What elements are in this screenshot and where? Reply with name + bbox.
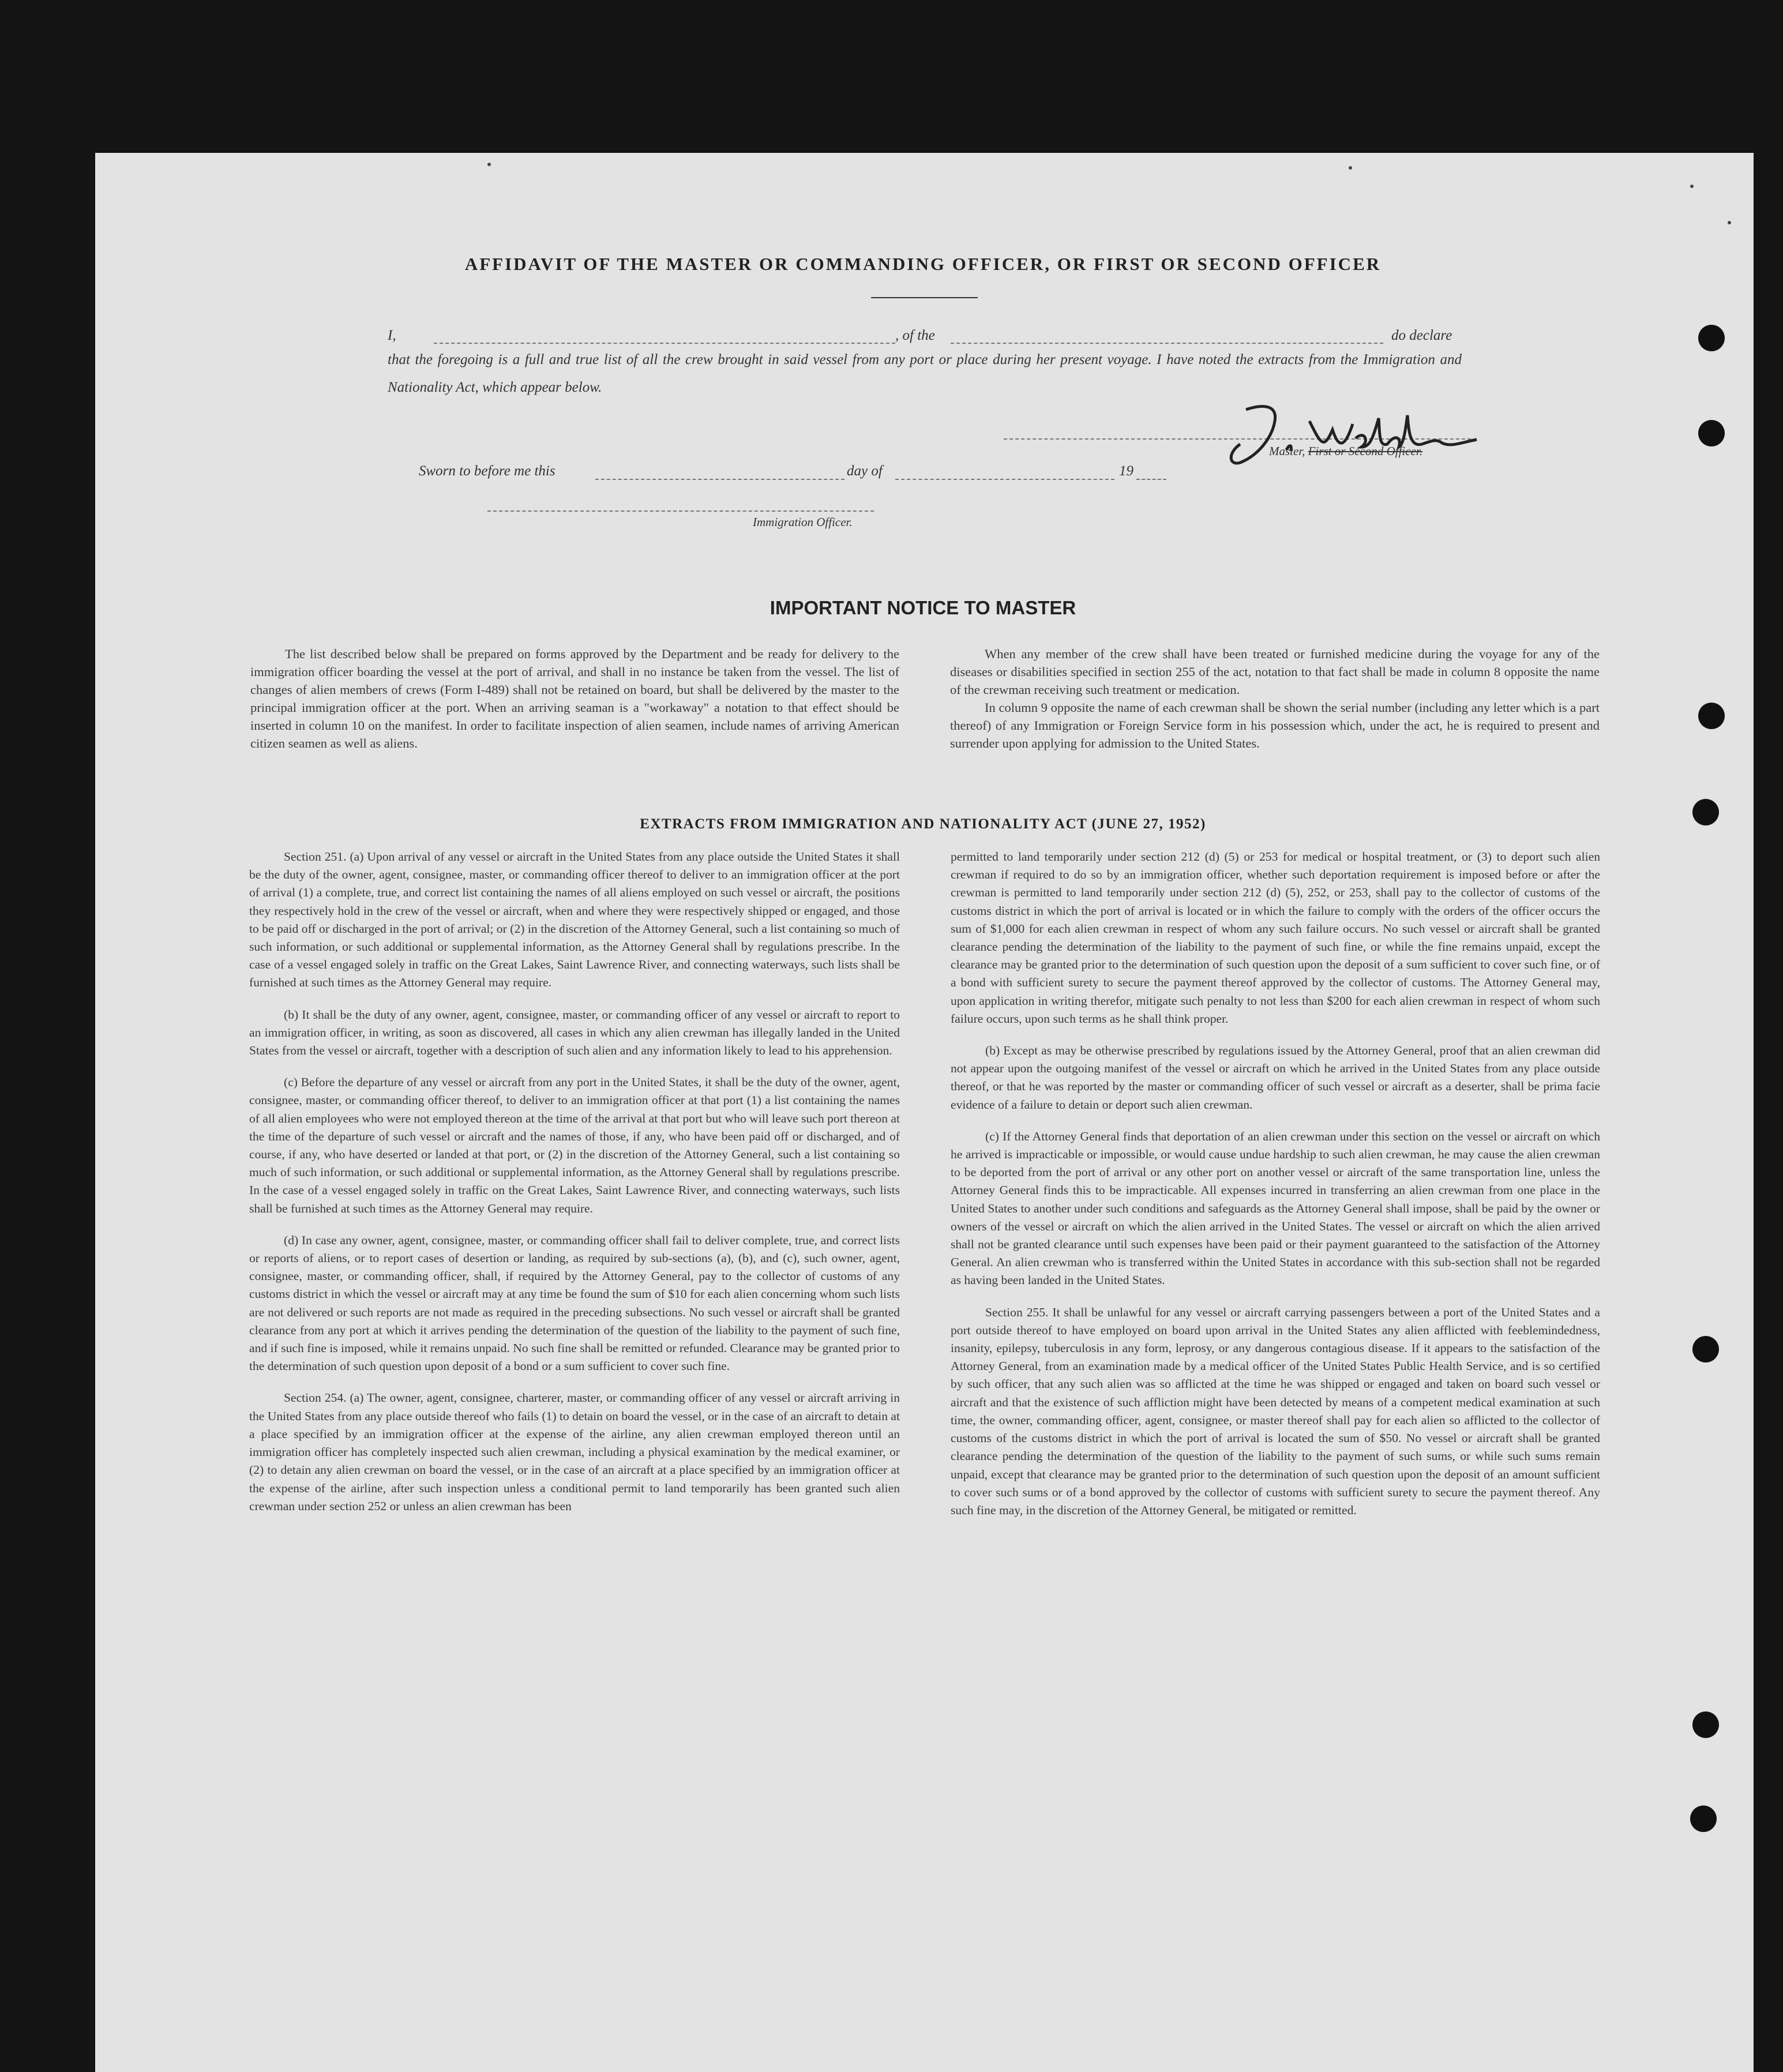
notice-left-text: The list described below shall be prepared on forms approved by the Department and be ready for delivery to the immigration officer boarding the vessel at the port of arrival, and shall in no instance be taken from the vessel. The list of changes of alien members of crews (Form I-489) shall not be retained on board, but shall be delivered by the master to the principal immigration officer at the port. When an arriving seaman is a "workaway" a notation to that effect should be inserted in column 10 on the manifest. In order to facilitate inspection of alien seamen, include names of arriving American citizen seamen as well as aliens. (250, 647, 899, 750)
section-254-b: (b) Except as may be otherwise prescribed by regulations issued by the Attorney General, proof that an alien crewman did not appear upon the outgoing manifest of the vessel or aircraft on which he arrived in the United States from any place outside thereof, or that he was reported by the master or commanding officer of such vessel or aircraft as a deserter, shall be prima facie evidence of a failure to detain or deport such alien crewman. (951, 1043, 1600, 1112)
speck (1728, 221, 1731, 224)
notice-right-p2: In column 9 opposite the name of each crewman shall be shown the serial number (including any letter which is a part thereof) of any Immigration or Foreign Service form in his possession which, under the act, he is required to present and surrender upon applying for admission to the United States. (950, 700, 1600, 750)
do-declare-label: do declare (1391, 328, 1452, 343)
affidavit-title: AFFIDAVIT OF THE MASTER OR COMMANDING OFFICER, OR FIRST OR SECOND OFFICER (464, 254, 1382, 274)
signature-title-master: Master, (1269, 444, 1305, 458)
binder-hole (1692, 799, 1719, 825)
officer-signature-line (487, 511, 874, 512)
signature (1223, 398, 1488, 473)
binder-hole (1692, 1711, 1719, 1738)
notice-title: IMPORTANT NOTICE TO MASTER (769, 597, 1076, 618)
i-label: I, (388, 328, 396, 343)
day-blank-line (595, 479, 844, 480)
section-254-c: (c) If the Attorney General finds that deportation of an alien crewman under this section on the vessel or aircraft on which he arrived is impracticable or impossible, or would cause undue hardship to such alien crewman, he may cause the alien crewman to be deported from the port of arrival or any other port on another vessel or aircraft of the same transportation line, unless the Attorney General finds this to be impracticable. All expenses incurred in transferring an alien crewman from one place in the United States to another under such conditions and safeguards as the Attorney General shall impose, shall be paid by the owner or owners of the vessel or aircraft on which the alien arrived in the United States. The vessel or aircraft on which the alien arrived shall not be granted clearance until such expenses have been paid or their payment guaranteed to the satisfaction of the Attorney General. An alien crewman who is transferred within the United States in accordance with this sub-section shall not be regarded as having been landed in the United States. (951, 1129, 1600, 1288)
notice-right-p1: When any member of the crew shall have been treated or furnished medicine during the voyage for any of the diseases or disabilities specified in section 255 of the act, notation to that fact shall be made in column 8 opposite the name of the crewman receiving such treatment or medication. (950, 647, 1600, 697)
section-254-a-cont: permitted to land temporarily under section 212 (d) (5) or 253 for medical or hospital treatment, or (3) to deport such alien crewman if required to do so by an immigration officer, whether such deportation requirement is imposed before or after the crewman is permitted to land temporarily under section 212 (d) (5), 252, or 253, shall pay to the collector of customs of the customs district in which the port of arrival is located or in which the failure to comply with the orders of the officer occurs the sum of $1,000 for each alien crewman in respect of whom any such failure occurs. No such vessel or aircraft shall be granted clearance pending the determination of the liability to the payment of such fine, or while the fine remains unpaid, except the clearance may be granted prior to the determination of such question upon the deposit of a sum sufficient to cover such fine, or of a bond with sufficient surety to secure the payment thereof approved by the collector of customs. The Attorney General may, upon application in writing therefor, mitigate such penalty to not less than $200 for each alien crewman in respect of whom such failure occurs, upon such terms as he shall think proper. (951, 850, 1600, 1026)
notice-right-column (950, 645, 1600, 752)
speck (1349, 166, 1352, 170)
speck (487, 163, 491, 166)
sworn-label: Sworn to before me this (419, 463, 555, 479)
name-blank-line (434, 343, 895, 344)
binder-hole (1698, 420, 1725, 446)
day-of-label: day of (847, 463, 883, 479)
year-label: 19 (1119, 463, 1133, 479)
year-blank-line (1136, 479, 1166, 480)
title-underline (871, 297, 978, 298)
section-254-a: Section 254. (a) The owner, agent, consignee, charterer, master, or commanding officer of any vessel or aircraft arriving in the United States from any place outside thereof who fails (1) to detain on board the vessel, or in the case of an aircraft to detain at a place specified by an immigration officer at the expense of the airline, any alien crewman employed thereon until an immigration officer has completely inspected such alien crewman, including a physical examination by the medical examiner, or (2) to detain any alien crewman on board the vessel, or in the case of an aircraft at a place specified by an immigration officer at the expense of the airline, after such inspection unless a conditional permit to land temporarily has been granted such alien crewman under section 252 or unless an alien crewman has been (249, 1391, 900, 1513)
binder-hole (1692, 1336, 1719, 1362)
section-251-d: (d) In case any owner, agent, consignee, master, or commanding officer shall fail to deliver complete, true, and correct lists or reports of aliens, or to report cases of desertion or landing, as required by sub-sections (a), (b), and (c), such owner, agent, consignee, master, or commanding officer, shall, if required by the Attorney General, pay to the collector of customs of any customs district in which the vessel or aircraft may at any time be found the sum of $10 for each alien concerning whom such lists are not delivered or such reports are not made as required in the preceding subsections. No such vessel or aircraft shall be granted clearance from any port at which it arrives pending the determination of the question of the liability to the payment of such fine, and if such fine is imposed, while it remains unpaid. No such fine shall be remitted or refunded. Clearance may be granted prior to the determination of such question upon deposit of a bond or a sum sufficient to cover such fine. (249, 1233, 900, 1373)
extracts-left-column (249, 848, 900, 1529)
speck (1690, 185, 1694, 188)
month-blank-line (895, 479, 1114, 480)
notice-left-column (250, 645, 899, 752)
section-255: Section 255. It shall be unlawful for any vessel or aircraft carrying passengers between a port of the United States and a port outside thereof to have employed on board upon arrival in the United States any alien afflicted with feeblemindedness, insanity, epilepsy, tuberculosis in any form, leprosy, or any dangerous contagious disease. If it appears to the satisfaction of the Attorney General, from an examination made by a medical officer of the United States Public Health Service, and is so certified by such officer, that any such alien was so afflicted at the time he was shipped or engaged and taken on board such vessel or aircraft and that the existence of such affliction might have been detected by means of a competent medical examination at such time, the owner, commanding officer, agent, consignee, or master thereof shall pay for each alien so afflicted to the collector of customs of the customs district in which the port of arrival is located the sum of $50. No vessel or aircraft shall be granted clearance pending the determination of the question of the liability to the payment of such sums, or while such sums remain unpaid, except that clearance may be granted prior to the determination of such question upon the deposit of an amount sufficient to cover such sums or of a bond approved by the collector of customs with sufficient surety to secure the payment thereof. Any such fine may, in the discretion of the Attorney General, be mitigated or remitted. (951, 1305, 1600, 1517)
binder-hole (1698, 703, 1725, 729)
section-251-a: Section 251. (a) Upon arrival of any vessel or aircraft in the United States from any place outside the United States it shall be the duty of the owner, agent, consignee, master, or commanding officer thereof to deliver to an immigration officer at the port of arrival (1) a complete, true, and correct list containing the names of all aliens employed on such vessel or aircraft, the positions they respectively hold in the crew of the vessel or aircraft, when and where they were respectively shipped or engaged, and those to be paid off or discharged in the port of arrival; or (2) in the discretion of the Attorney General, such a list containing so much of such information, or such additional or supplemental information, as the Attorney General shall by regulations prescribe. In the case of a vessel engaged solely in traffic on the Great Lakes, Saint Lawrence River, and connecting waterways, such lists shall be furnished at such times as the Attorney General may require. (249, 850, 900, 990)
extracts-right-column (951, 848, 1600, 1533)
signature-title-struck: First or Second Officer. (1308, 444, 1422, 458)
binder-hole (1698, 325, 1725, 351)
binder-hole (1690, 1806, 1717, 1832)
immigration-officer-label: Immigration Officer. (753, 515, 853, 529)
signature-title (1269, 444, 1422, 459)
declaration-text: that the foregoing is a full and true list of all the crew brought in said vessel from any port or place during her present voyage. I have noted the extracts from the Immigration and Nationality Act, which appear below. (388, 352, 1462, 395)
section-251-c: (c) Before the departure of any vessel or aircraft from any port in the United States, it shall be the duty of the owner, agent, consignee, master, or commanding officer thereof, to deliver to an immigration officer at that port (1) a list containing the names of all alien employees who were not employed thereon at the time of the arrival at that port but who will leave such port thereon at the time of the departure of such vessel or aircraft and the names of those, if any, who have been paid off or discharged, and of course, if any, who have deserted or landed at that port, or (2) in the discretion of the Attorney General, such a list containing so much of such information, or such additional or supplemental information, as the Attorney General shall by regulations prescribe. In the case of a vessel engaged solely in traffic on the Great Lakes, Saint Lawrence River, and connecting waterways, such lists shall be furnished at such times as the Attorney General may require. (249, 1075, 900, 1215)
vessel-blank-line (951, 343, 1383, 344)
section-251-b: (b) It shall be the duty of any owner, agent, consignee, master, or commanding officer of any vessel or aircraft to report to an immigration officer, in writing, as soon as discovered, all cases in which any alien crewman has illegally landed in the United States from the vessel or aircraft, together with a description of such alien and any information likely to lead to his apprehension. (249, 1007, 900, 1058)
extracts-title: EXTRACTS FROM IMMIGRATION AND NATIONALITY ACT (JUNE 27, 1952) (640, 816, 1206, 832)
of-the-label: , of the (895, 328, 935, 343)
